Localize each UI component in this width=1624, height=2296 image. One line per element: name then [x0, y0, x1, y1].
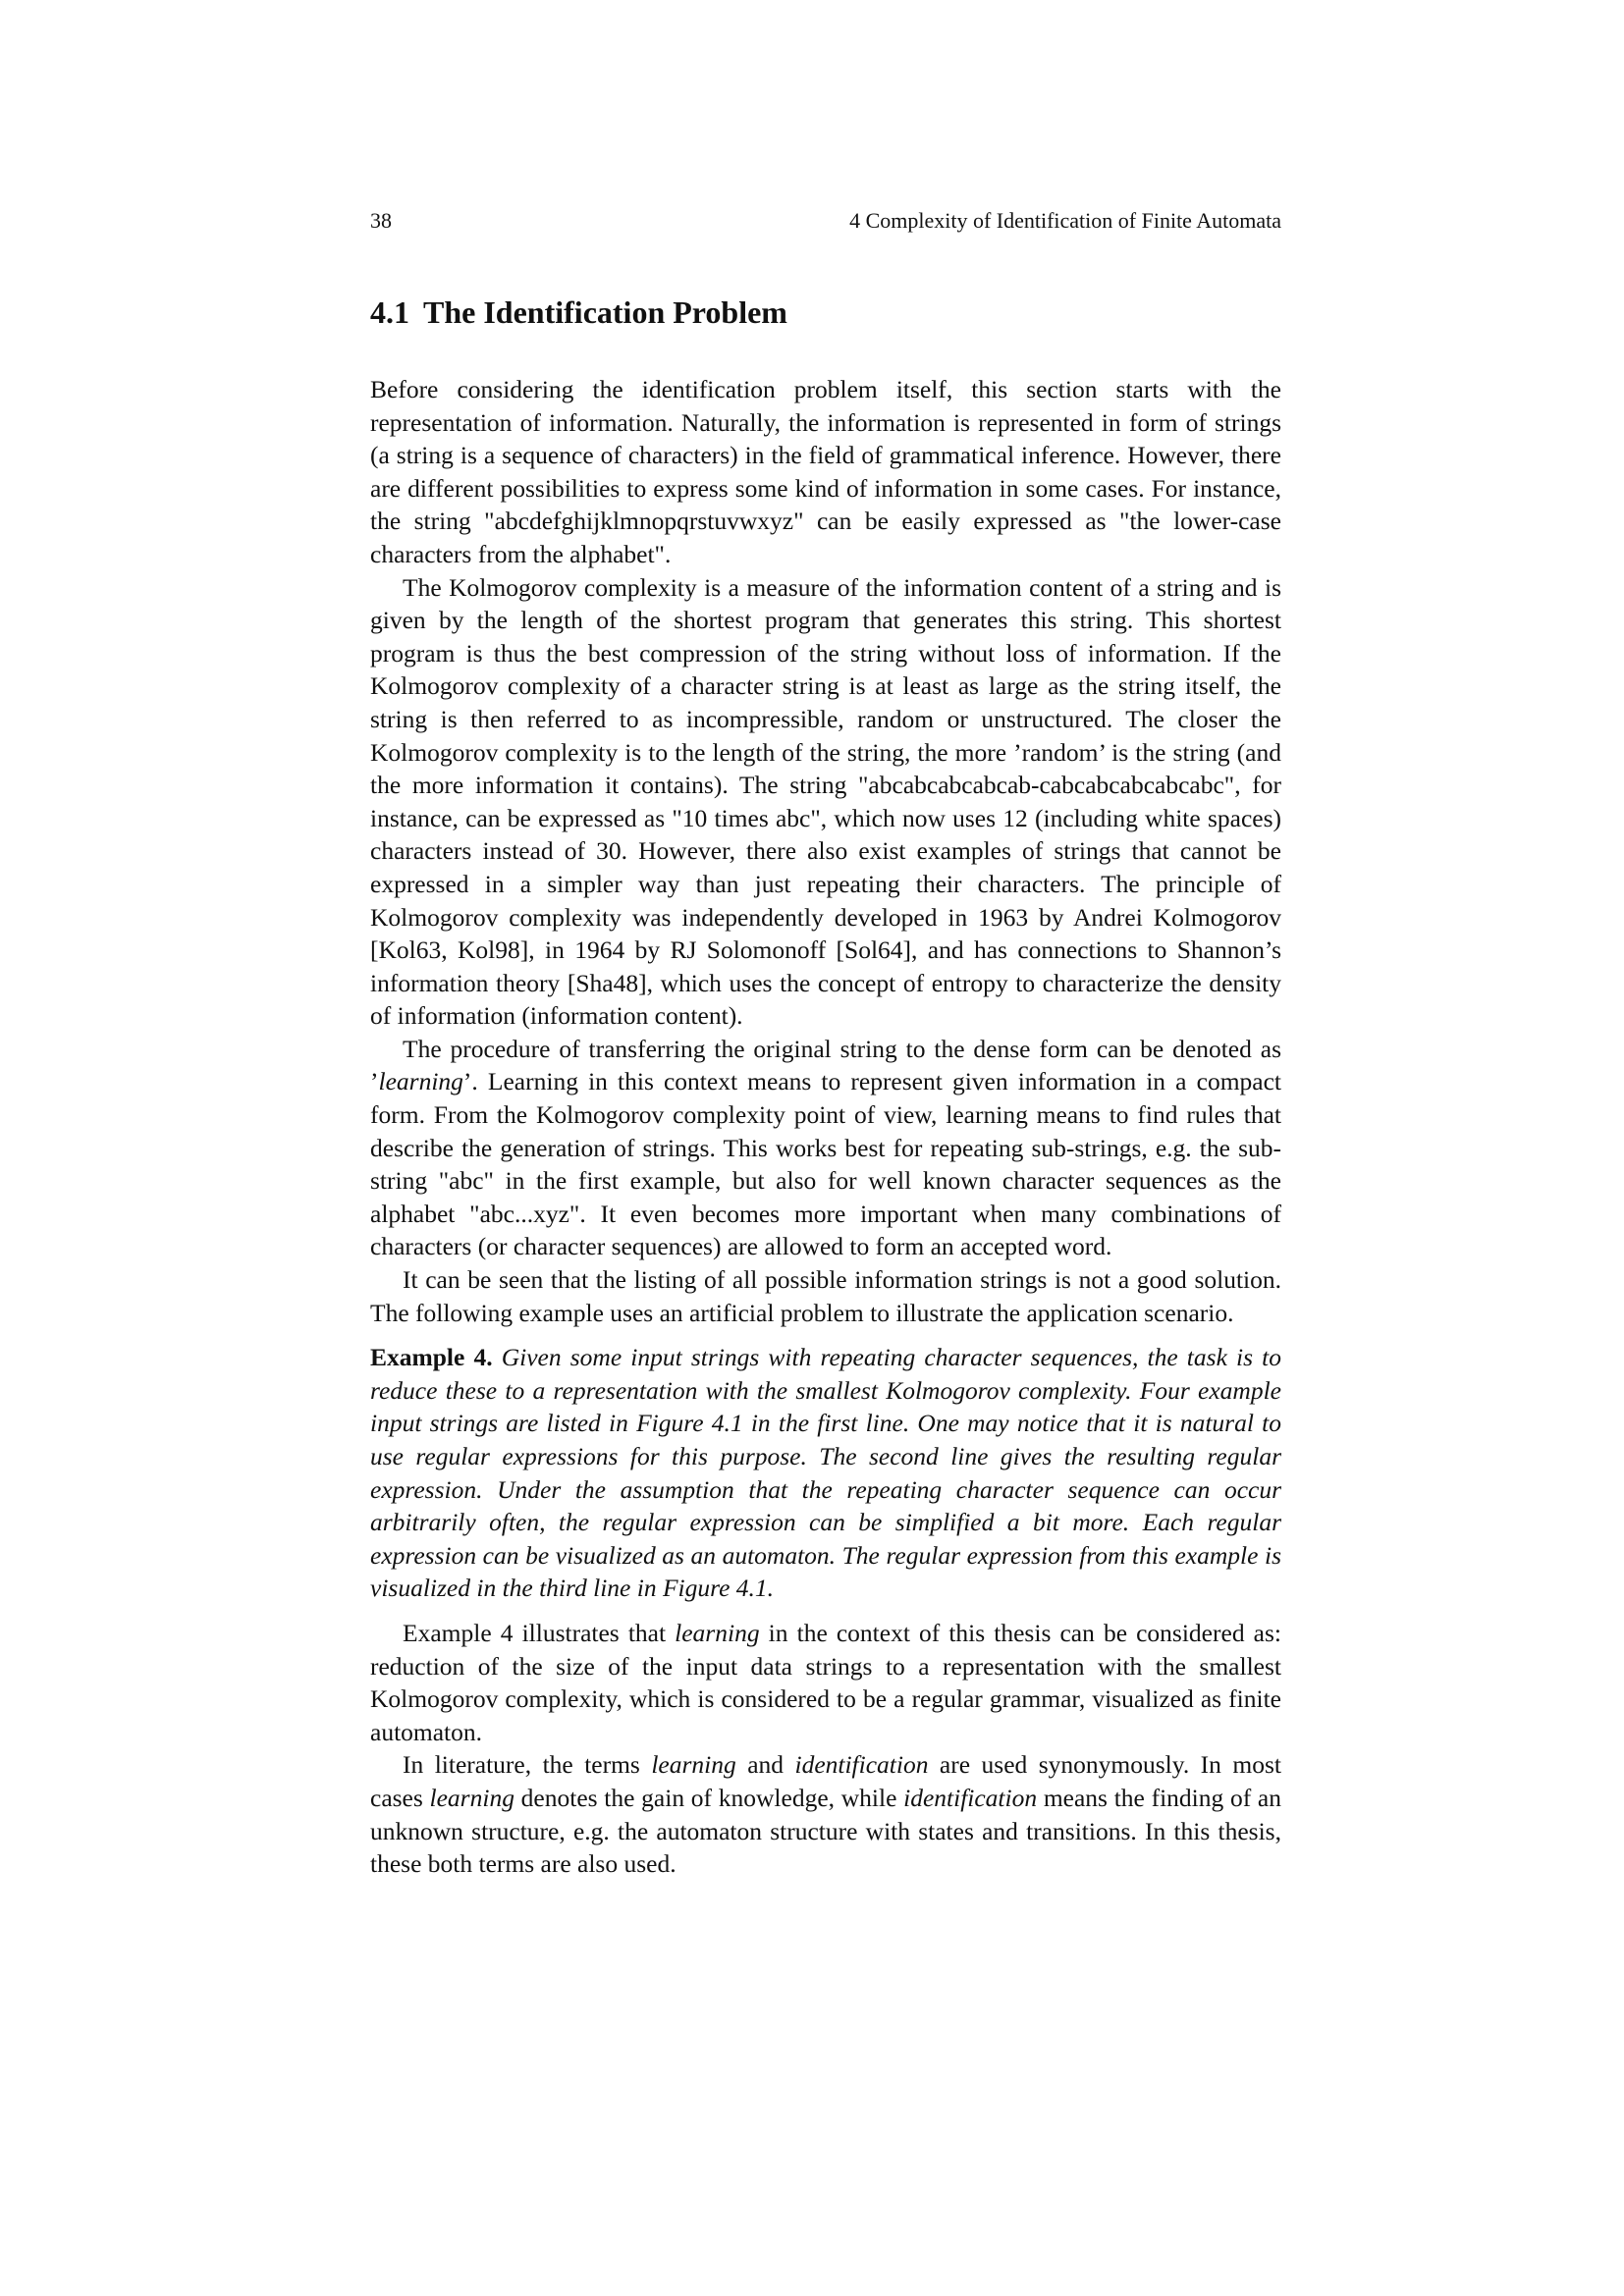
example-block [370, 1341, 1281, 1605]
paragraph-6-text-b: and [735, 1750, 795, 1780]
paragraph-4: It can be seen that the listing of all possible information strings is not a good solution. The following example uses an artificial problem to illustrate the application scenario. [370, 1265, 1281, 1327]
paragraph-5-text-a: Example 4 illustrates that [403, 1618, 676, 1647]
paragraph-3-emphasis: learning [378, 1067, 463, 1096]
paragraph-6 [370, 1748, 1281, 1880]
paragraph-6-emphasis-3: learning [429, 1783, 514, 1812]
section-heading [370, 294, 1281, 331]
paragraph-6-text-c: are used synonymously. In most cases [370, 1750, 1281, 1812]
paragraph-5-text-b: in the context of this thesis can be considered as: reduction of the size of the input data strings to a representation with the smallest Kolmogorov complexity, which is considered to be a regular grammar, visualized as finite automaton. [370, 1618, 1281, 1746]
running-title: 4 Complexity of Identification of Finite Automata [849, 208, 1281, 233]
paragraph-5-emphasis: learning [675, 1618, 760, 1647]
page-number: 38 [370, 208, 392, 233]
example-label: Example 4. [370, 1343, 493, 1372]
example-text: Given some input strings with repeating character sequences, the task is to reduce these to a representation with the smallest Kolmogorov complexity. Four example input strings are listed in Figure 4.1 in the first line. One may notice that it is natural to use regular expressions for this purpose. The second line gives the resulting regular expression. Under the assumption that the repeating character sequence can occur arbitrarily often, the regular expression can be simplified a bit more. Each regular expression can be visualized as an automaton. The regular expression from this example is visualized in the third line in Figure 4.1. [370, 1343, 1281, 1603]
paragraph-6-emphasis-4: identification [903, 1783, 1038, 1812]
paragraph-6-text-e: means the finding of an unknown structure, e.g. the automaton structure with states and transitions. In this thesis, these both terms are also used. [370, 1783, 1281, 1879]
paragraph-6-emphasis-2: identification [794, 1750, 929, 1780]
paragraph-3-text-b: ’. Learning in this context means to represent given information in a compact form. From the Kolmogorov complexity point of view, learning means to find rules that describe the generation of strings. This works best for repeating sub-strings, e.g. the sub-string "abc" in the first example, but also for well known character sequences as the alphabet "abc...xyz". It even becomes more important when many combinations of characters (or character sequences) are allowed to form an accepted word. [370, 1067, 1281, 1261]
paragraph-6-text-a: In literature, the terms [403, 1750, 652, 1780]
section-number: 4.1 [370, 294, 409, 330]
body-text [370, 373, 1281, 1881]
paragraph-3 [370, 1033, 1281, 1263]
running-header [370, 208, 1281, 238]
paragraph-5 [370, 1617, 1281, 1748]
paragraph-2: The Kolmogorov complexity is a measure of the information content of a string and is given by the length of the shortest program that generates this string. This shortest program is thus the best compression of the string without loss of information. If the Kolmogorov complexity of a character string is at least as large as the string itself, the string is then referred to as incompressible, random or unstructured. The closer the Kolmogorov complexity is to the length of the string, the more ’random’ is the string (and the more information it contains). The string "abcabcabcabcab-cabcabcabcabcabc", for instance, can be expressed as "10 times abc", which now uses 12 (including white spaces) characters instead of 30. However, there also exist examples of strings that cannot be expressed in a simpler way than just repeating their characters. The principle of Kolmogorov complexity was independently developed in 1963 by Andrei Kolmogorov [Kol63, Kol98], in 1964 by RJ Solomonoff [Sol64], and has connections to Shannon’s information theory [Sha48], which uses the concept of entropy to characterize the density of information (information content). [370, 572, 1281, 1031]
section-title: The Identification Problem [423, 294, 787, 330]
paragraph-6-text-d: denotes the gain of knowledge, while [514, 1783, 904, 1812]
paragraph-3-text-a: The procedure of transferring the original string to the dense form can be denoted as ’ [370, 1034, 1281, 1096]
paragraph-6-emphasis-1: learning [651, 1750, 736, 1780]
paragraph-1: Before considering the identification problem itself, this section starts with the representation of information. Naturally, the information is represented in form of strings (a string is a sequence of characters) in the field of grammatical inference. However, there are different possibilities to express some kind of information in some cases. For instance, the string "abcdefghijklmnopqrstuvwxyz" can be easily expressed as "the lower-case characters from the alphabet". [370, 375, 1281, 568]
